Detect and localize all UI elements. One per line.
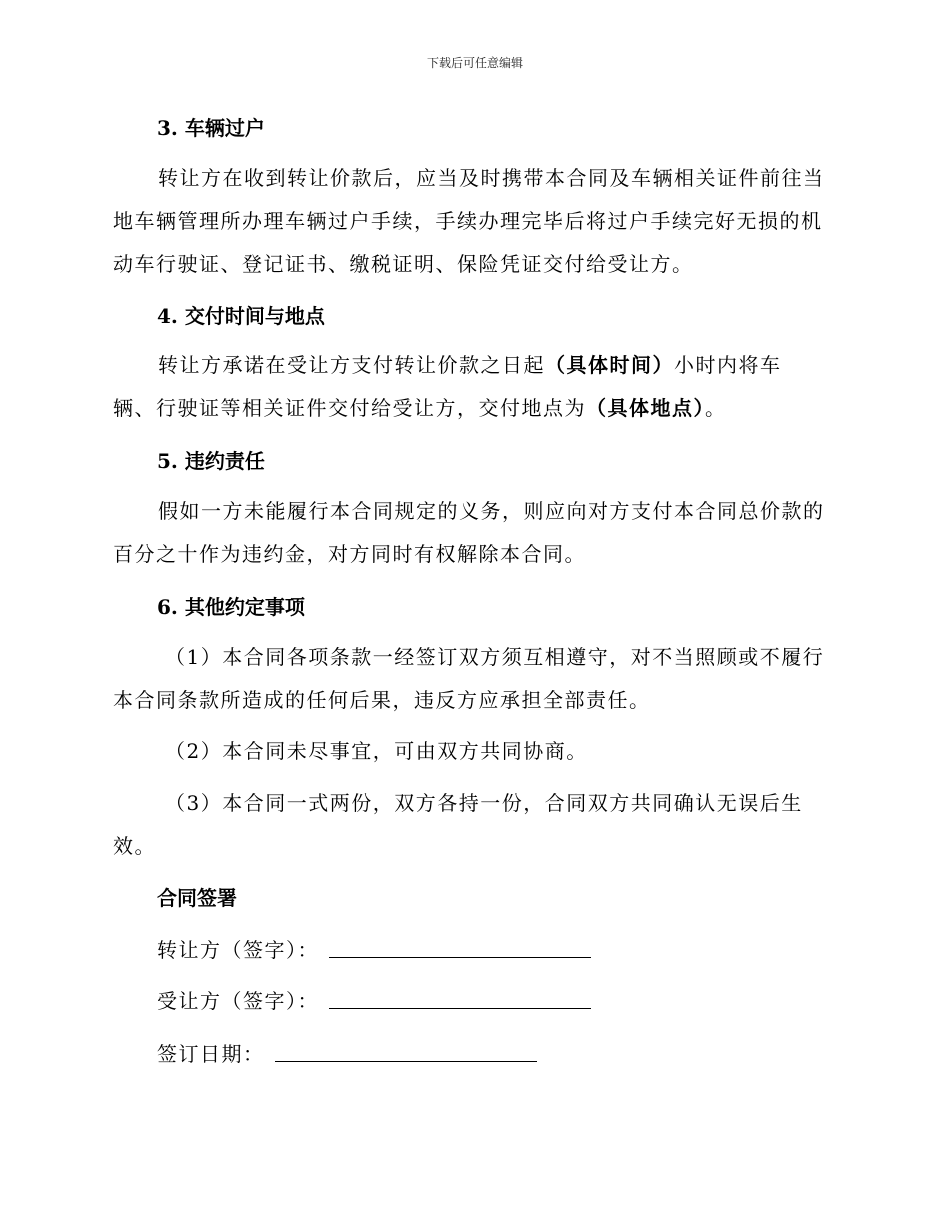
section-5-heading: 5. 违约责任 xyxy=(157,449,265,473)
section-3-line-1: 转让方在收到转让价款后，应当及时携带本合同及车辆相关证件前往当 xyxy=(158,166,825,190)
section-6-item-1 xyxy=(113,636,833,722)
section-6-heading: 6. 其他约定事项 xyxy=(157,595,305,619)
transferor-signature-line[interactable] xyxy=(329,956,591,958)
section-4-paragraph xyxy=(113,344,833,430)
section-6-item-2-line-1: （2）本合同未尽事宜，可由双方共同协商。 xyxy=(165,739,588,763)
header-note: 下载后可任意编辑 xyxy=(426,56,523,70)
section-4-text-c: 辆、行驶证等相关证件交付给受让方，交付地点为 xyxy=(113,396,586,420)
section-6-item-3-line-2: 效。 xyxy=(113,834,156,858)
transferee-signature-line[interactable] xyxy=(329,1007,591,1009)
section-4-text-a: 转让方承诺在受让方支付转让价款之日起 xyxy=(158,353,545,377)
delivery-time-placeholder: （具体时间） xyxy=(545,353,674,377)
section-3-heading: 3. 车辆过户 xyxy=(157,116,265,140)
transferor-signature-row xyxy=(157,936,591,964)
section-4-heading: 4. 交付时间与地点 xyxy=(157,304,325,328)
signing-date-row xyxy=(157,1040,537,1068)
section-5-line-1: 假如一方未能履行本合同规定的义务，则应向对方支付本合同总价款的 xyxy=(158,499,825,523)
signing-date-label: 签订日期： xyxy=(157,1042,265,1066)
transferor-signature-label: 转让方（签字）： xyxy=(157,938,319,962)
section-6-item-3-line-1: （3）本合同一式两份，双方各持一份，合同双方共同确认无误后生 xyxy=(165,791,803,815)
section-5-line-2: 百分之十作为违约金，对方同时有权解除本合同。 xyxy=(113,542,586,566)
transferee-signature-label: 受让方（签字）： xyxy=(157,989,319,1013)
delivery-location-placeholder: （具体地点） xyxy=(586,396,705,420)
section-6-item-1-line-2: 本合同条款所造成的任何后果，违反方应承担全部责任。 xyxy=(113,688,651,712)
section-3-line-2: 地车辆管理所办理车辆过户手续，手续办理完毕后将过户手续完好无损的机 xyxy=(113,209,823,233)
signing-date-line[interactable] xyxy=(275,1060,537,1062)
section-3-paragraph xyxy=(113,157,833,286)
section-4-line-1 xyxy=(113,344,833,387)
transferee-signature-row xyxy=(157,987,591,1015)
section-6-item-3 xyxy=(113,782,833,868)
signature-heading: 合同签署 xyxy=(157,886,237,910)
section-3-line-3: 动车行驶证、登记证书、缴税证明、保险凭证交付给受让方。 xyxy=(113,252,694,276)
section-6-item-1-line-1: （1）本合同各项条款一经签订双方须互相遵守，对不当照顾或不履行 xyxy=(165,645,825,669)
section-4-text-d: 。 xyxy=(705,396,727,420)
section-5-paragraph xyxy=(113,490,833,576)
section-4-line-2 xyxy=(113,387,833,430)
section-4-text-b: 小时内将车 xyxy=(674,353,782,377)
section-6-item-2 xyxy=(113,730,833,773)
